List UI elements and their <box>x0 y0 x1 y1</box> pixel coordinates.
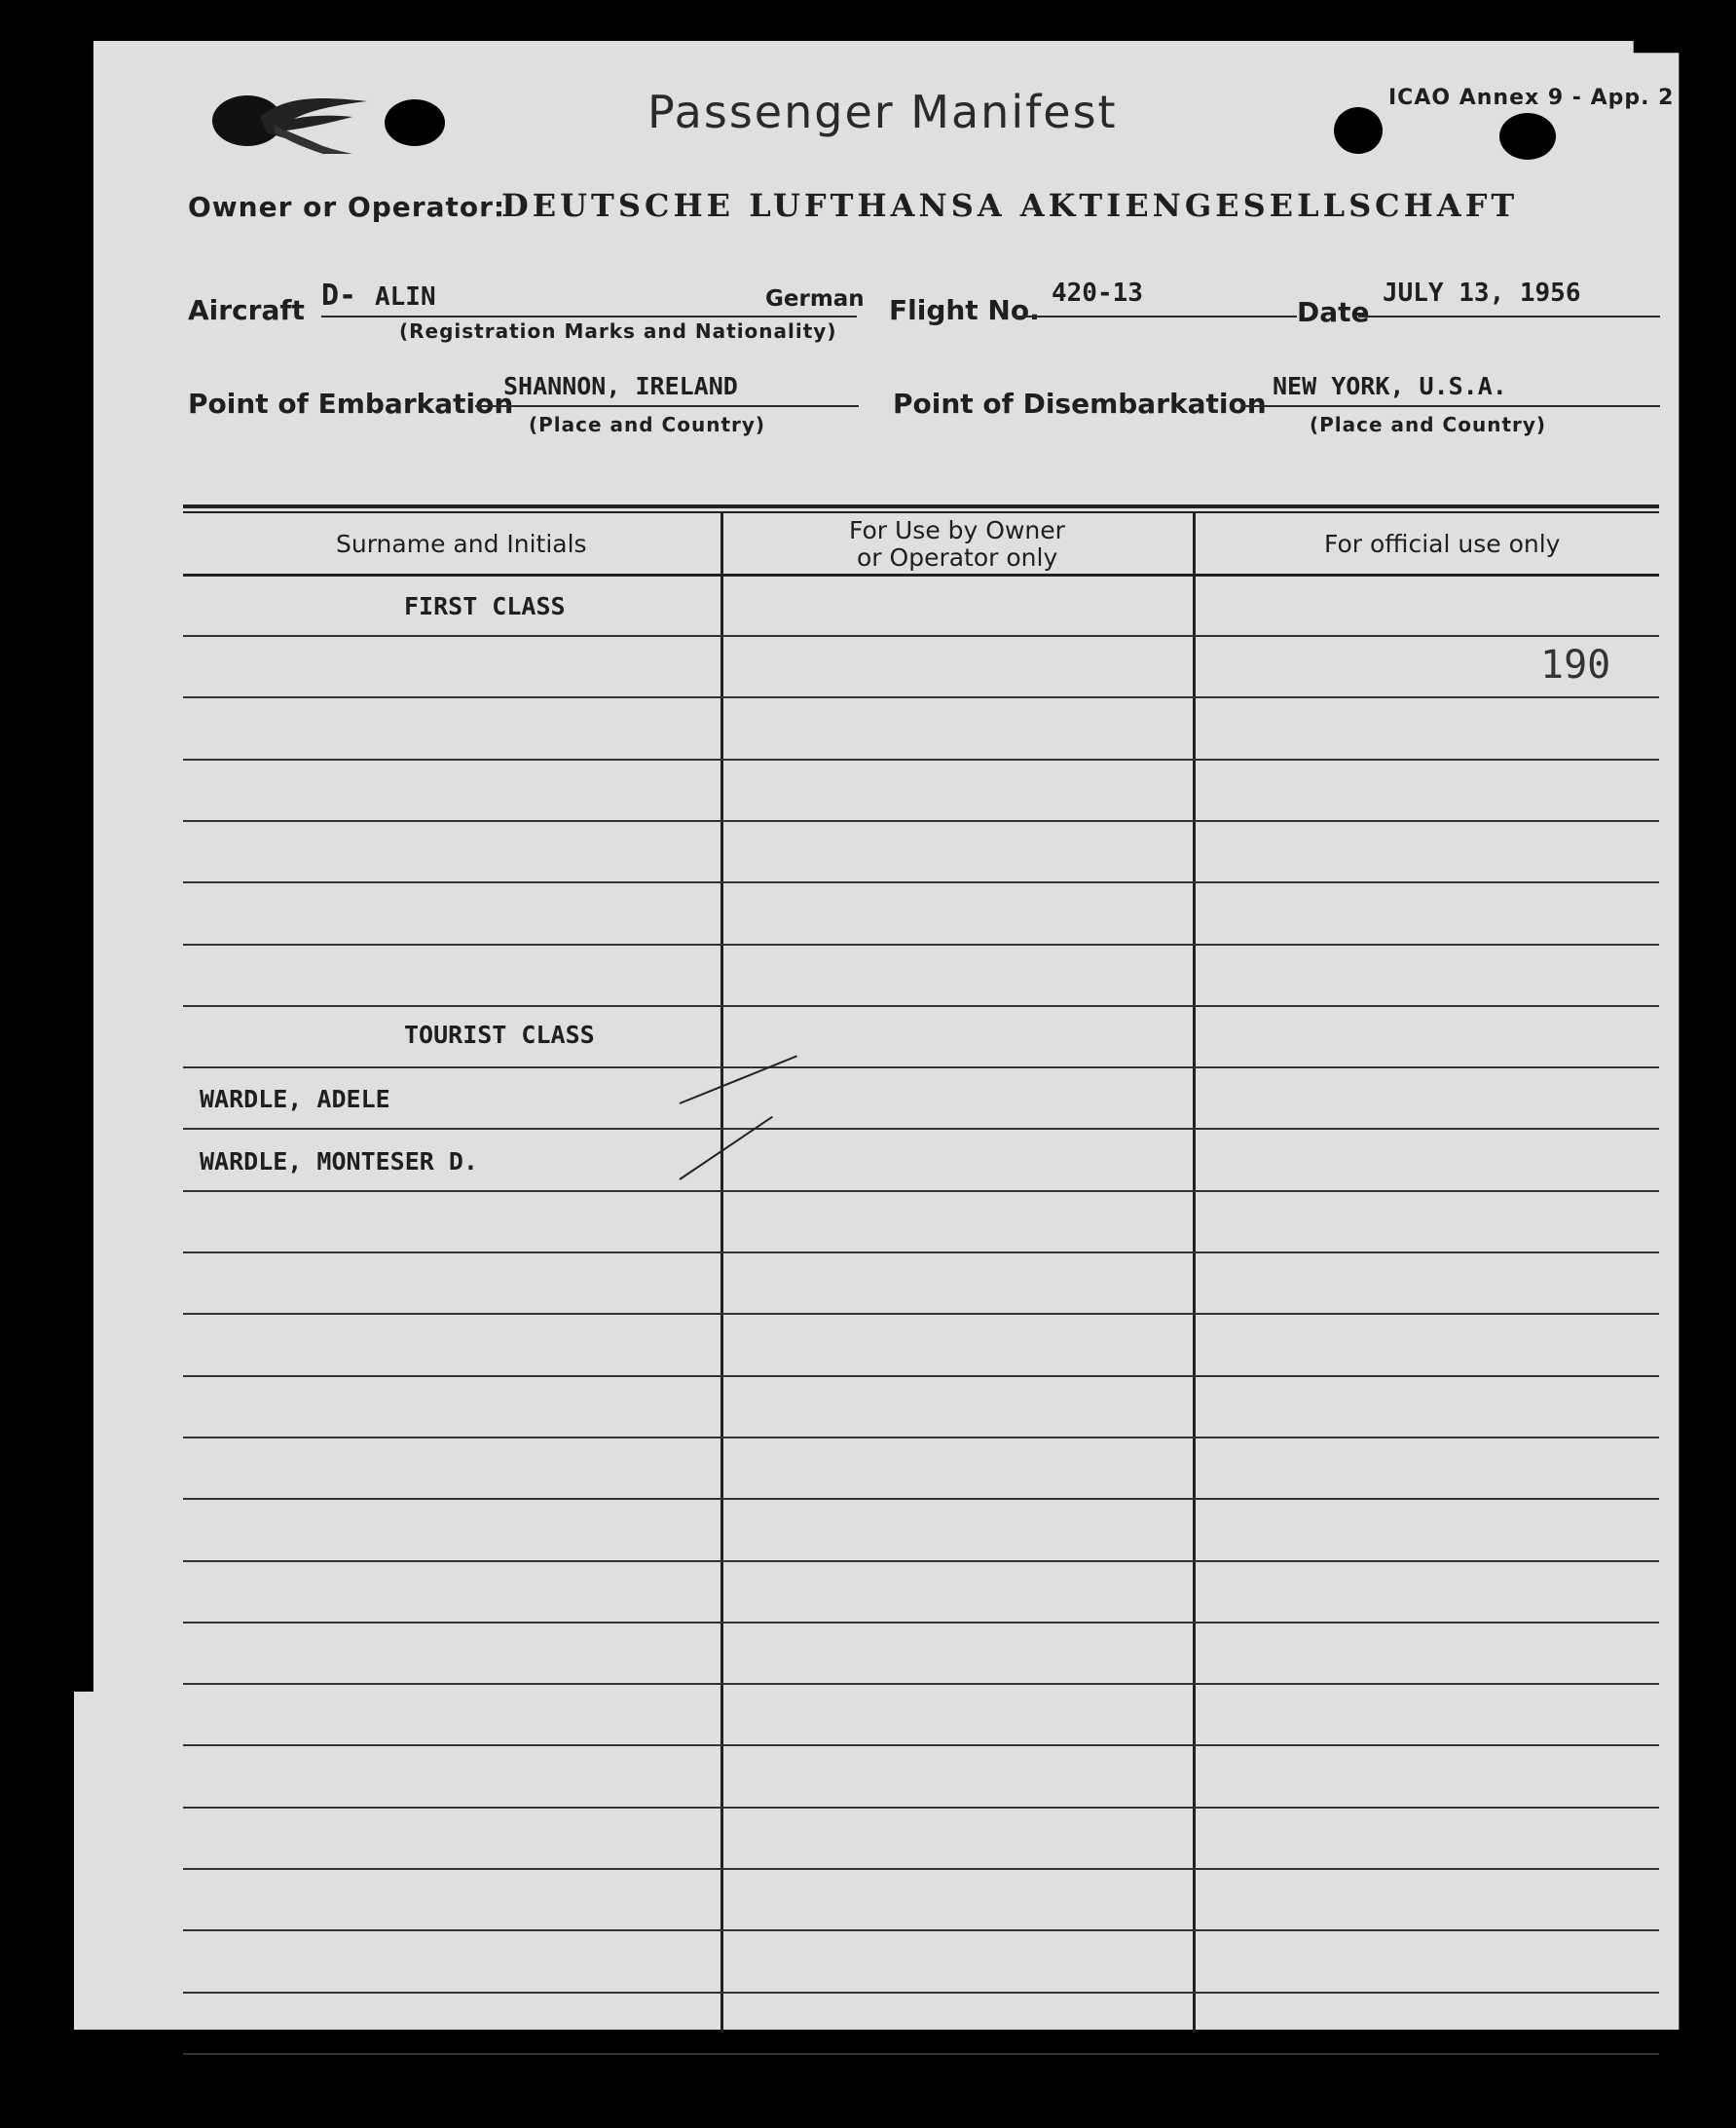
passenger-name: WARDLE, MONTESER D. <box>200 1147 478 1176</box>
table-row-rule <box>183 1622 1659 1624</box>
header-owner-line2: or Operator only <box>857 543 1058 572</box>
table-row-rule <box>183 820 1659 822</box>
aircraft-caption: (Registration Marks and Nationality) <box>399 319 837 343</box>
table-row-rule <box>183 1066 1659 1068</box>
disembarkation-underline <box>1241 405 1660 407</box>
operator-label: Owner or Operator: <box>188 191 506 223</box>
embarkation-value: SHANNON, IRELAND <box>503 372 738 400</box>
section-first-class: FIRST CLASS <box>404 592 566 620</box>
table-row-rule <box>183 1807 1659 1809</box>
header-owner-line1: For Use by Owner <box>849 516 1065 544</box>
table-row-rule <box>183 2053 1659 2055</box>
table-row-rule <box>183 1744 1659 1746</box>
table-header-rule <box>183 574 1659 577</box>
aircraft-registration: ALIN <box>375 282 436 312</box>
table-row-rule <box>183 1128 1659 1130</box>
disembarkation-label: Point of Disembarkation <box>893 388 1267 420</box>
table-top-rule <box>183 511 1659 513</box>
column-divider <box>1193 513 1196 2033</box>
embarkation-underline <box>475 405 859 407</box>
header-surname: Surname and Initials <box>336 530 587 558</box>
embarkation-caption: (Place and Country) <box>529 413 766 436</box>
date-value: JULY 13, 1956 <box>1383 279 1581 308</box>
table-row-rule <box>183 1437 1659 1438</box>
table-row-rule <box>183 944 1659 946</box>
crane-logo-icon <box>206 86 382 154</box>
table-row-rule <box>183 1251 1659 1253</box>
table-row-rule <box>183 1992 1659 1994</box>
date-underline <box>1358 316 1660 317</box>
table-row-rule <box>183 759 1659 761</box>
aircraft-label: Aircraft <box>188 294 305 326</box>
aircraft-underline <box>321 316 857 317</box>
form-reference: ICAO Annex 9 - App. 2 <box>1388 86 1675 110</box>
table-row-rule <box>183 1868 1659 1870</box>
aircraft-prefix: D- <box>321 279 357 313</box>
passenger-name: WARDLE, ADELE <box>200 1085 390 1113</box>
column-divider <box>720 513 723 2033</box>
punch-hole <box>1334 107 1383 154</box>
section-tourist-class: TOURIST CLASS <box>404 1021 595 1049</box>
flight-underline <box>1015 316 1297 317</box>
table-top-rule <box>183 504 1659 508</box>
punch-hole <box>1499 113 1556 160</box>
manifest-sheet <box>74 41 1695 2030</box>
table-row-rule <box>183 1005 1659 1007</box>
table-row-rule <box>183 635 1659 637</box>
table-row-rule <box>183 1375 1659 1377</box>
table-row-rule <box>183 1560 1659 1562</box>
flight-label: Flight No. <box>889 294 1040 326</box>
date-label: Date <box>1297 296 1370 328</box>
table-row-rule <box>183 1683 1659 1685</box>
flight-number: 420-13 <box>1052 279 1143 308</box>
table-row-rule <box>183 696 1659 698</box>
disembarkation-caption: (Place and Country) <box>1310 413 1547 436</box>
operator-value: DEUTSCHE LUFTHANSA AKTIENGESELLSCHAFT <box>501 187 1519 224</box>
table-row-rule <box>183 1190 1659 1192</box>
official-count: 190 <box>1540 643 1611 688</box>
table-row-rule <box>183 1929 1659 1931</box>
table-row-rule <box>183 1498 1659 1500</box>
embarkation-label: Point of Embarkation <box>188 388 514 420</box>
aircraft-nationality: German <box>765 286 865 312</box>
header-official: For official use only <box>1324 530 1561 558</box>
disembarkation-value: NEW YORK, U.S.A. <box>1273 372 1507 400</box>
punch-hole <box>385 99 445 146</box>
table-row-rule <box>183 881 1659 883</box>
table-row-rule <box>183 1313 1659 1315</box>
page-title: Passenger Manifest <box>647 86 1118 138</box>
